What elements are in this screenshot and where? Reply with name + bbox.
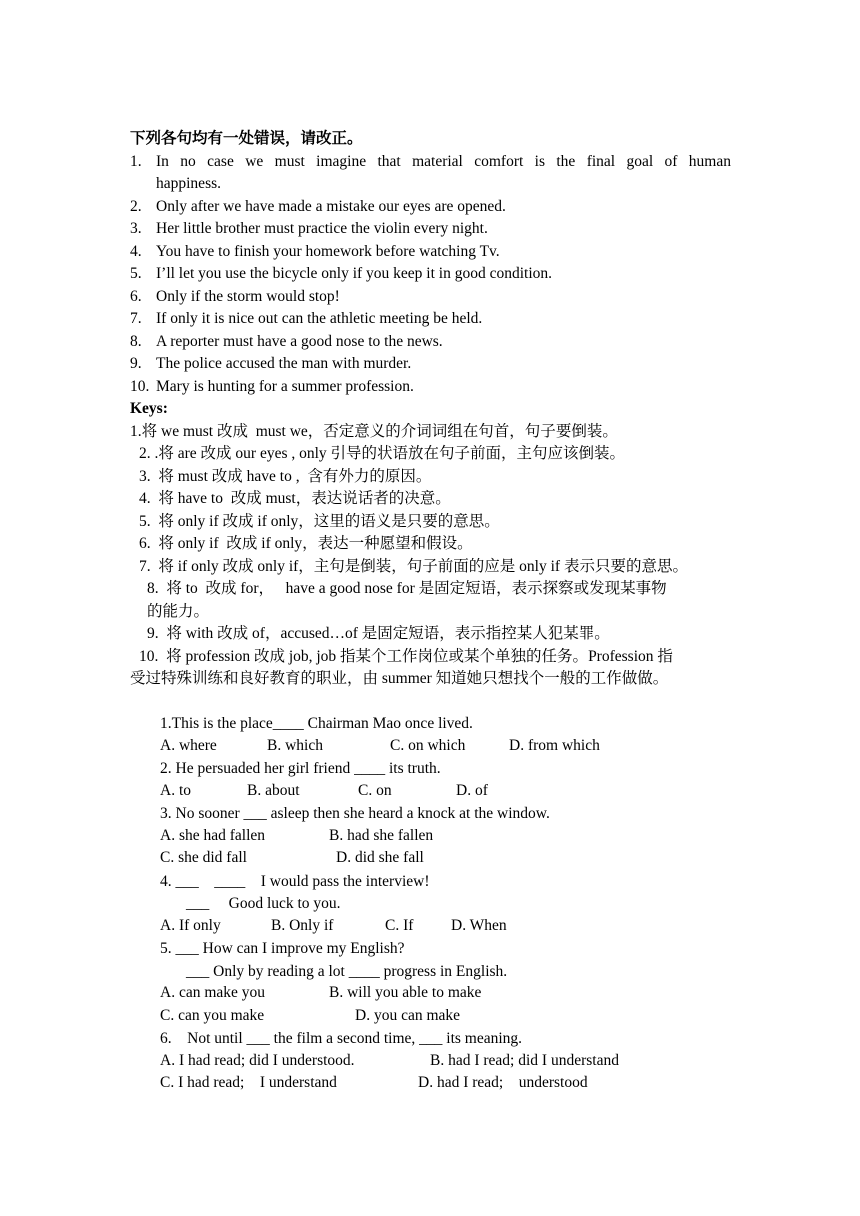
sentence-text: Her little brother must practice the violin every night. bbox=[156, 220, 488, 237]
sentence-number: 6. bbox=[130, 288, 142, 305]
sentence-number: 10. bbox=[130, 378, 150, 395]
question-reply: ___ Only by reading a lot ____ progress in English. bbox=[186, 963, 508, 980]
question-reply: ___ Good luck to you. bbox=[186, 895, 341, 912]
key-line: 2. .将 are 改成 our eyes , only 引导的状语放在句子前面，主句应该倒装。 bbox=[139, 445, 626, 462]
sentence-number: 3. bbox=[130, 220, 142, 237]
option-c: C. on bbox=[358, 782, 392, 799]
sentence-text: Only after we have made a mistake our eyes are opened. bbox=[156, 198, 506, 215]
key-line-continued: 的能力。 bbox=[147, 603, 210, 620]
sentence-number: 9. bbox=[130, 355, 142, 372]
option-a: A. to bbox=[160, 782, 191, 799]
exercise-heading: 下列各句均有一处错误，请改正。 bbox=[130, 130, 363, 147]
key-line: 6. 将 only if 改成 if only，表达一种愿望和假设。 bbox=[139, 535, 473, 552]
question-stem: 1.This is the place____ Chairman Mao once lived. bbox=[160, 715, 473, 732]
question-stem: 6. Not until ___ the film a second time, ___ its meaning. bbox=[160, 1030, 523, 1047]
option-c: C. I had read; I understand bbox=[160, 1074, 337, 1091]
option-a: A. If only bbox=[160, 917, 221, 934]
sentence-number: 1. bbox=[130, 153, 142, 170]
key-line: 3. 将 must 改成 have to , 含有外力的原因。 bbox=[139, 468, 432, 485]
question-stem: 3. No sooner ___ asleep then she heard a knock at the window. bbox=[160, 805, 550, 822]
option-d: D. When bbox=[451, 917, 507, 934]
option-b: B. Only if bbox=[271, 917, 334, 934]
sentence-number: 7. bbox=[130, 310, 142, 327]
sentence-text: The police accused the man with murder. bbox=[156, 355, 412, 372]
sentence-text: I’ll let you use the bicycle only if you keep it in good condition. bbox=[156, 265, 553, 282]
sentence-text: Only if the storm would stop! bbox=[156, 288, 340, 305]
option-b: B. had she fallen bbox=[329, 827, 434, 844]
option-d: D. of bbox=[456, 782, 488, 799]
key-line-continued: 受过特殊训练和良好教育的职业，由 summer 知道她只想找个一般的工作做做。 bbox=[130, 670, 669, 687]
sentence-text: You have to finish your homework before watching Tv. bbox=[156, 243, 500, 260]
option-a: A. she had fallen bbox=[160, 827, 266, 844]
option-b: B. about bbox=[247, 782, 300, 799]
key-line: 10. 将 profession 改成 job, job 指某个工作岗位或某个单独的任务。Profession 指 bbox=[139, 648, 673, 665]
question-stem: 2. He persuaded her girl friend ____ its truth. bbox=[160, 760, 441, 777]
option-c: C. on which bbox=[390, 737, 466, 754]
option-c: C. can you make bbox=[160, 1007, 265, 1024]
keys-title: Keys: bbox=[130, 400, 168, 417]
key-line: 8. 将 to 改成 for， have a good nose for 是固定短语，表示探察或发现某事物 bbox=[147, 580, 667, 597]
option-a: A. can make you bbox=[160, 984, 266, 1001]
option-a: A. I had read; did I understood. bbox=[160, 1052, 355, 1069]
sentence-number: 8. bbox=[130, 333, 142, 350]
key-line: 7. 将 if only 改成 only if，主句是倒装，句子前面的应是 only if 表示只要的意思。 bbox=[139, 558, 688, 575]
option-a: A. where bbox=[160, 737, 217, 754]
option-d: D. from which bbox=[509, 737, 600, 754]
option-d: D. had I read; understood bbox=[418, 1074, 588, 1091]
sentence-text: If only it is nice out can the athletic meeting be held. bbox=[156, 310, 483, 327]
question-stem: 4. ___ ____ I would pass the interview! bbox=[160, 873, 430, 890]
sentence-text: A reporter must have a good nose to the news. bbox=[156, 333, 443, 350]
key-line: 4. 将 have to 改成 must，表达说话者的决意。 bbox=[139, 490, 451, 507]
option-d: D. did she fall bbox=[336, 849, 424, 866]
option-b: B. had I read; did I understand bbox=[430, 1052, 619, 1069]
option-c: C. If bbox=[385, 917, 414, 934]
key-line: 9. 将 with 改成 of，accused…of 是固定短语，表示指控某人犯某罪。 bbox=[147, 625, 610, 642]
sentence-number: 2. bbox=[130, 198, 142, 215]
sentence-number: 5. bbox=[130, 265, 142, 282]
key-line: 1.将 we must 改成 must we，否定意义的介词词组在句首，句子要倒装。 bbox=[130, 423, 618, 440]
option-b: B. which bbox=[267, 737, 323, 754]
option-b: B. will you able to make bbox=[329, 984, 482, 1001]
sentence-text-continued: happiness. bbox=[156, 175, 222, 192]
sentence-text: In no case we must imagine that material comfort is the final goal of human bbox=[156, 153, 731, 170]
question-stem: 5. ___ How can I improve my English? bbox=[160, 940, 405, 957]
sentence-text: Mary is hunting for a summer profession. bbox=[156, 378, 414, 395]
option-c: C. she did fall bbox=[160, 849, 247, 866]
sentence-number: 4. bbox=[130, 243, 142, 260]
key-line: 5. 将 only if 改成 if only，这里的语义是只要的意思。 bbox=[139, 513, 500, 530]
option-d: D. you can make bbox=[355, 1007, 461, 1024]
